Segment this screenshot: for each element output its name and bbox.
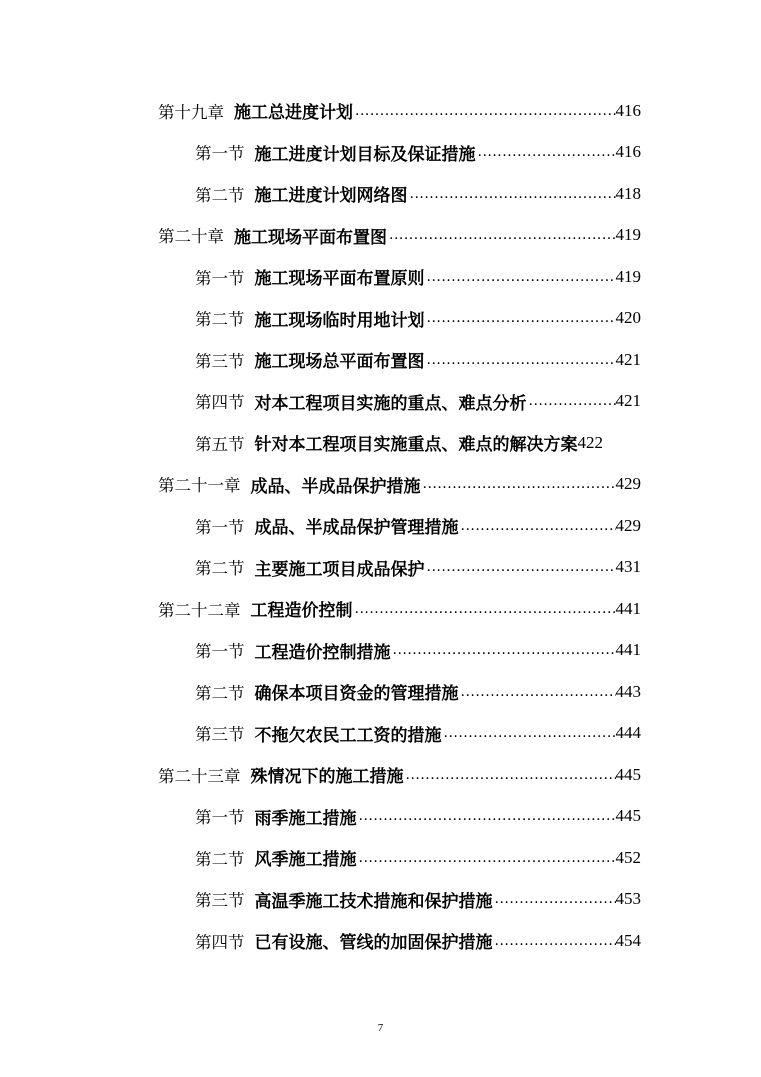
toc-entry-page: 444 xyxy=(615,723,641,743)
toc-entry-section[interactable] xyxy=(0,920,761,962)
toc-entry-number: 第三节 xyxy=(195,725,245,745)
toc-entry-page: 420 xyxy=(615,308,641,328)
toc-entry-number: 第十九章 xyxy=(158,102,224,122)
toc-entry-number: 第二节 xyxy=(195,185,245,205)
toc-entry-number: 第二节 xyxy=(195,849,245,869)
toc-entry-section[interactable] xyxy=(0,339,761,381)
toc-entry-section[interactable] xyxy=(0,173,761,215)
dot-leader xyxy=(355,103,616,119)
toc-entry-section[interactable] xyxy=(0,630,761,672)
toc-entry-number: 第二十三章 xyxy=(158,766,241,786)
toc-entry-title: 针对本工程项目实施重点、难点的解决方案 xyxy=(254,435,578,456)
toc-entry-number: 第一节 xyxy=(195,642,245,662)
toc-entry-number: 第二节 xyxy=(195,683,245,703)
toc-entry-title: 工程造价控制 xyxy=(250,601,353,622)
dot-leader xyxy=(355,601,616,617)
toc-entry-page: 445 xyxy=(615,806,641,826)
table-of-contents xyxy=(0,90,761,962)
toc-entry-page: 416 xyxy=(615,142,641,162)
toc-entry-title: 确保本项目资金的管理措施 xyxy=(254,684,459,705)
toc-entry-title: 施工进度计划网络图 xyxy=(254,186,408,207)
toc-entry-number: 第二节 xyxy=(195,310,245,330)
toc-entry-title: 殊情况下的施工措施 xyxy=(250,767,404,788)
dot-leader xyxy=(410,186,616,202)
toc-entry-title: 施工进度计划目标及保证措施 xyxy=(254,144,476,165)
toc-entry-section[interactable] xyxy=(0,796,761,838)
toc-entry-title: 对本工程项目实施的重点、难点分析 xyxy=(254,393,527,414)
toc-entry-section[interactable] xyxy=(0,422,761,464)
toc-entry-chapter[interactable] xyxy=(0,754,761,796)
toc-entry-title: 雨季施工措施 xyxy=(254,808,357,829)
toc-entry-section[interactable] xyxy=(0,671,761,713)
dot-leader xyxy=(389,227,616,243)
toc-entry-chapter[interactable] xyxy=(0,464,761,506)
toc-entry-number: 第三节 xyxy=(195,351,245,371)
toc-entry-section[interactable] xyxy=(0,879,761,921)
toc-entry-title: 施工现场平面布置原则 xyxy=(254,269,425,290)
toc-entry-page: 416 xyxy=(615,100,641,120)
toc-entry-section[interactable] xyxy=(0,256,761,298)
toc-entry-page: 422 xyxy=(577,432,603,452)
dot-leader xyxy=(461,684,616,700)
toc-entry-page: 445 xyxy=(615,764,641,784)
toc-entry-number: 第一节 xyxy=(195,144,245,164)
toc-entry-section[interactable] xyxy=(0,547,761,589)
toc-entry-section[interactable] xyxy=(0,132,761,174)
toc-entry-page: 429 xyxy=(615,474,641,494)
dot-leader xyxy=(478,144,616,160)
toc-entry-title: 施工总进度计划 xyxy=(234,103,353,124)
dot-leader xyxy=(444,725,616,741)
toc-entry-page: 421 xyxy=(615,349,641,369)
toc-entry-chapter[interactable] xyxy=(0,588,761,630)
toc-entry-number: 第五节 xyxy=(195,434,245,454)
toc-entry-chapter[interactable] xyxy=(0,90,761,132)
toc-entry-number: 第二节 xyxy=(195,559,245,579)
toc-entry-title: 风季施工措施 xyxy=(254,850,357,871)
dot-leader xyxy=(427,559,616,575)
toc-entry-title: 施工现场总平面布置图 xyxy=(254,352,425,373)
toc-entry-number: 第一节 xyxy=(195,268,245,288)
dot-leader xyxy=(406,767,616,783)
toc-entry-section[interactable] xyxy=(0,381,761,423)
dot-leader xyxy=(529,393,616,409)
toc-entry-number: 第四节 xyxy=(195,393,245,413)
toc-entry-title: 成品、半成品保护措施 xyxy=(250,476,421,497)
toc-entry-title: 施工现场临时用地计划 xyxy=(254,310,425,331)
toc-entry-section[interactable] xyxy=(0,837,761,879)
toc-entry-page: 421 xyxy=(615,391,641,411)
toc-entry-page: 419 xyxy=(615,225,641,245)
dot-leader xyxy=(427,269,616,285)
dot-leader xyxy=(359,850,616,866)
dot-leader xyxy=(359,808,616,824)
toc-entry-title: 成品、半成品保护管理措施 xyxy=(254,518,459,539)
toc-entry-page: 443 xyxy=(615,681,641,701)
dot-leader xyxy=(423,476,616,492)
dot-leader xyxy=(427,352,616,368)
toc-entry-title: 已有设施、管线的加固保护措施 xyxy=(254,933,493,954)
page-number: 7 xyxy=(377,1022,384,1034)
toc-entry-section[interactable] xyxy=(0,713,761,755)
toc-entry-page: 452 xyxy=(615,847,641,867)
dot-leader xyxy=(427,310,616,326)
dot-leader xyxy=(495,933,616,949)
toc-entry-section[interactable] xyxy=(0,505,761,547)
toc-entry-title: 施工现场平面布置图 xyxy=(234,227,387,248)
toc-entry-title: 工程造价控制措施 xyxy=(254,642,391,663)
toc-entry-page: 441 xyxy=(615,598,641,618)
toc-entry-page: 429 xyxy=(615,515,641,535)
toc-entry-page: 419 xyxy=(615,266,641,286)
toc-entry-title: 主要施工项目成品保护 xyxy=(254,559,425,580)
toc-entry-number: 第二十章 xyxy=(158,227,224,247)
toc-entry-number: 第一节 xyxy=(195,808,245,828)
toc-entry-number: 第二十二章 xyxy=(158,600,241,620)
toc-entry-page: 453 xyxy=(615,889,641,909)
toc-entry-number: 第一节 xyxy=(195,517,245,537)
toc-entry-page: 431 xyxy=(615,557,641,577)
toc-entry-page: 441 xyxy=(615,640,641,660)
dot-leader xyxy=(461,518,616,534)
toc-entry-number: 第二十一章 xyxy=(158,476,241,496)
dot-leader xyxy=(495,891,616,907)
toc-entry-title: 不拖欠农民工工资的措施 xyxy=(254,725,442,746)
toc-entry-title: 高温季施工技术措施和保护措施 xyxy=(254,891,493,912)
toc-entry-chapter[interactable] xyxy=(0,215,761,257)
toc-entry-section[interactable] xyxy=(0,298,761,340)
toc-entry-page: 454 xyxy=(615,930,641,950)
toc-entry-number: 第四节 xyxy=(195,932,245,952)
toc-entry-page: 418 xyxy=(615,183,641,203)
toc-entry-number: 第三节 xyxy=(195,891,245,911)
dot-leader xyxy=(393,642,616,658)
